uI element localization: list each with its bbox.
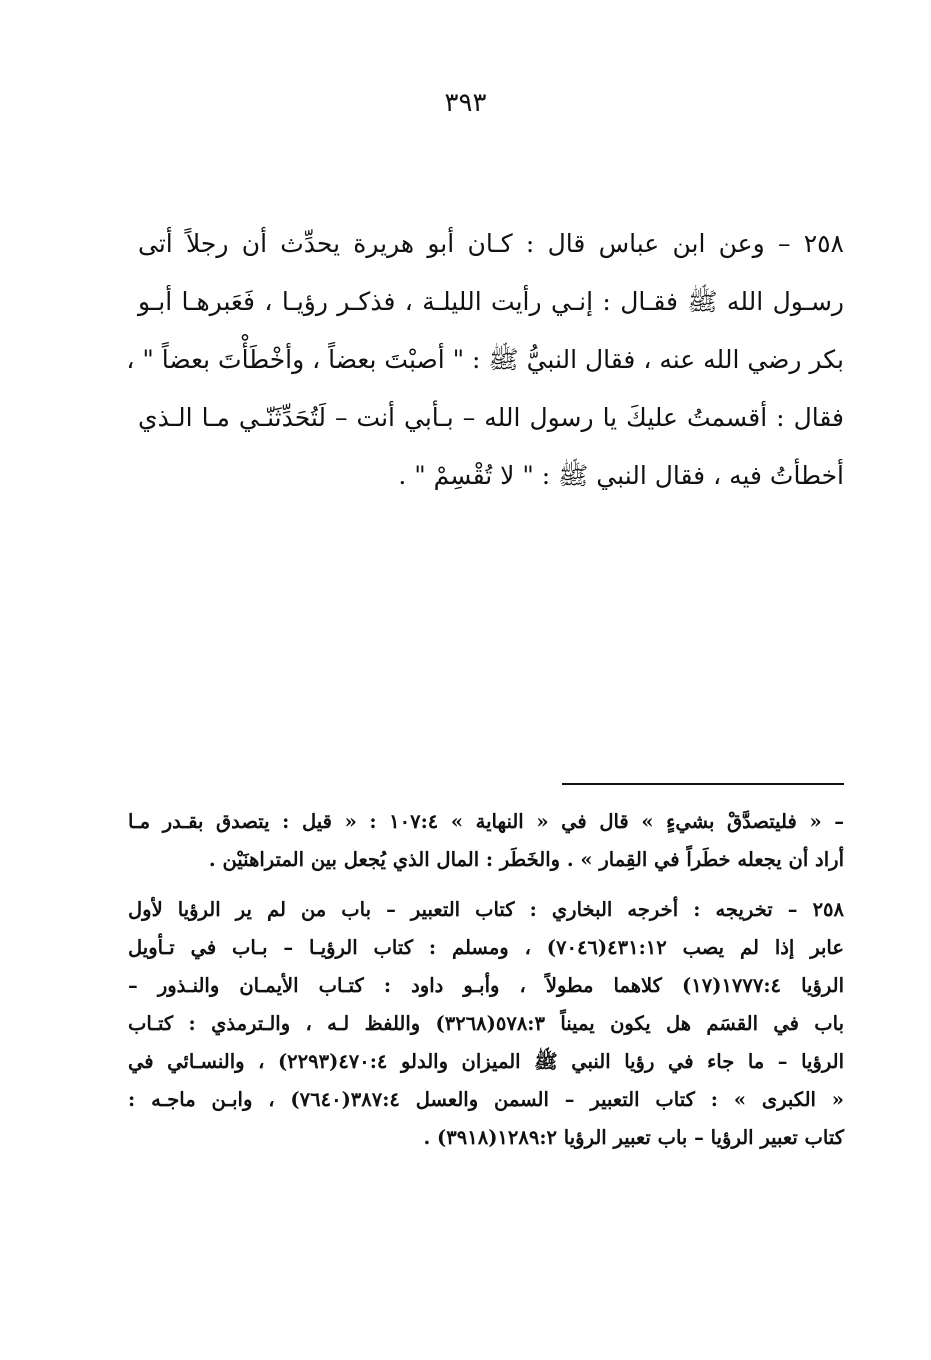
hadith-line: أخطأتُ فيه ، فقال النبي ﷺ : " لا تُقْسِمْ " .	[398, 461, 844, 490]
footnote-separator	[562, 783, 844, 785]
page-number: ٣٩٣	[444, 88, 487, 118]
footnote-takhrij	[128, 893, 844, 1159]
hadith-line: ٢٥٨ – وعن ابن عباس قال : كـان أبو هريرة يحدِّث أن رجلاً أتى	[138, 229, 844, 258]
hadith-line: بكر رضي الله عنه ، فقال النبيُّ ﷺ : " أصبْتَ بعضاً ، وأخْطَأْتَ بعضاً " ،	[126, 345, 844, 374]
footnote-line: الرؤيا ١٧٧٧:٤(١٧) كلاهما مطولاً ، وأبـو داود : كتـاب الأيمـان والنـذور –	[128, 974, 844, 997]
footnote-line: ٢٥٨ – تخريجه : أخرجه البخاري : كتاب التعبير – باب من لم ير الرؤيا لأول	[128, 898, 844, 921]
footnote-line: عابر إذا لم يصب ٤٣١:١٢(٧٠٤٦) ، ومسلم : كتاب الرؤيـا – بـاب في تـأويل	[128, 936, 844, 959]
footnote-line: أراد أن يجعله خطَراً في القِمار » . والخَطَر : المال الذي يُجعل بين المتراهنَيْن .	[208, 848, 844, 871]
footnote-line: – « فليتصدَّقْ بشيءٍ » قال في « النهاية » ١٠٧:٤ : « قيل : يتصدق بقـدر مـا	[128, 810, 844, 833]
footnote-continuation	[128, 805, 844, 881]
footnote-line: كتاب تعبير الرؤيا – باب تعبير الرؤيا ١٢٨٩:٢(٣٩١٨) .	[423, 1126, 844, 1149]
footnotes	[128, 805, 844, 1159]
footnote-line: « الكبرى » : كتاب التعبير – السمن والعسل ٣٨٧:٤(٧٦٤٠) ، وابـن ماجـه :	[128, 1088, 844, 1111]
hadith-line: رسـول الله ﷺ فقـال : إنـي رأيت الليلـة ، فذكـر رؤيـا ، فَعَبرهـا أبـو	[138, 287, 844, 316]
footnote-line: باب في القسَم هل يكون يميناً ٥٧٨:٣(٣٢٦٨) واللفظ لـه ، والـترمذي : كتـاب	[128, 1012, 844, 1035]
hadith-line: فقال : أقسمتُ عليكَ يا رسول الله – بـأبي أنت – لَتُحَدِّثَنّـي مـا الـذي	[138, 403, 844, 432]
hadith-text	[126, 222, 844, 512]
footnote-line: الرؤيا – ما جاء في رؤيا النبي ﷺ الميزان والدلو ٤٧٠:٤(٢٢٩٣) ، والنسـائي في	[128, 1050, 844, 1073]
